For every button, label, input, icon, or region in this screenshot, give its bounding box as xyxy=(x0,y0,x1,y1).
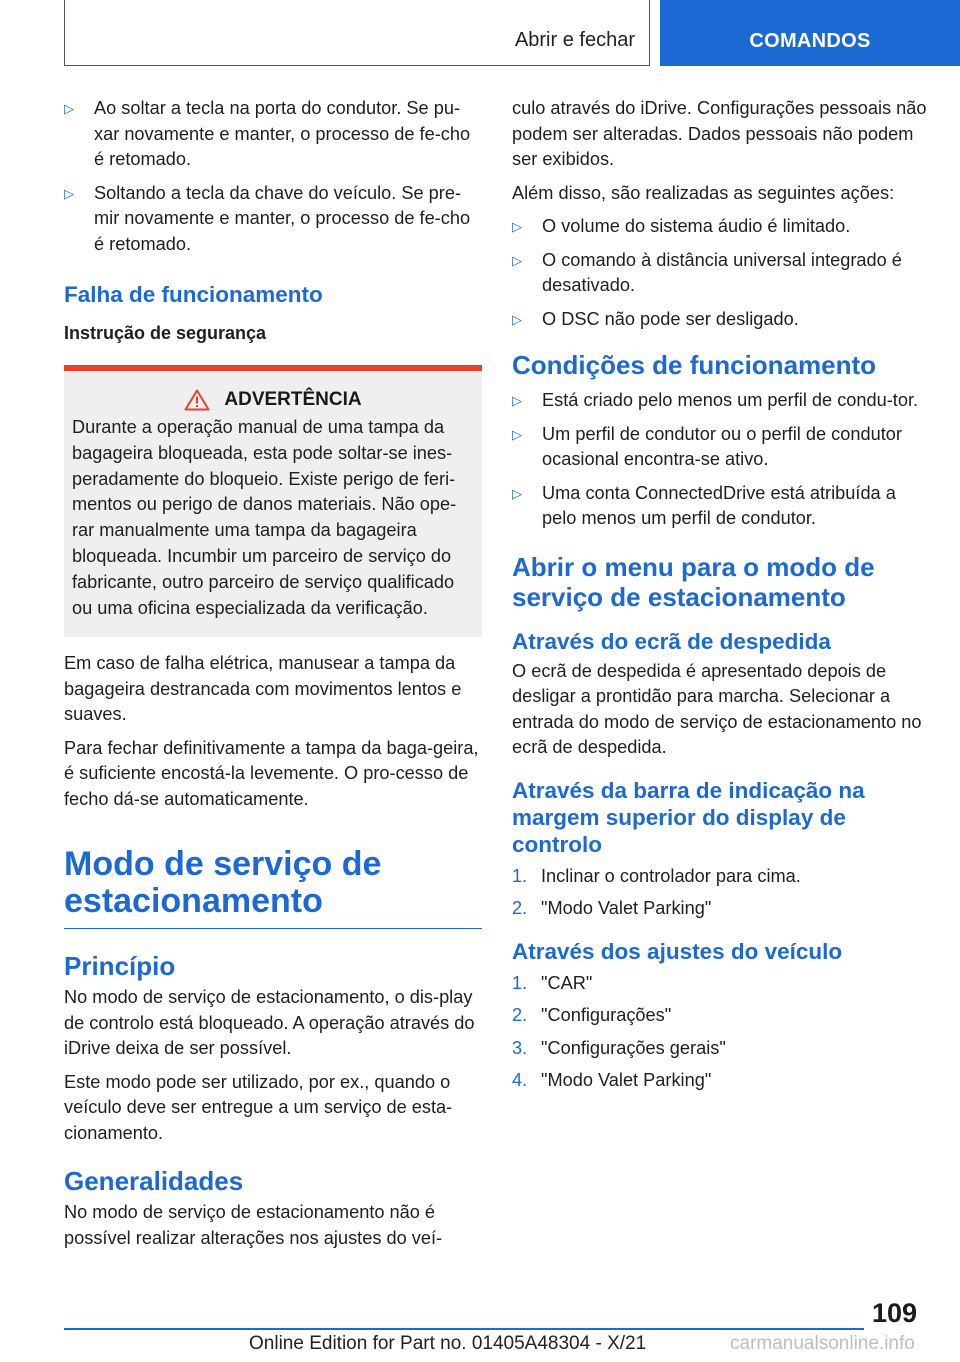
numbered-step xyxy=(512,971,930,997)
list-item-text: Soltando a tecla da chave do veículo. Se pre-mir novamente e manter, o processo de fe-cho é retomado. xyxy=(94,182,471,254)
warning-title-text: ADVERTÊNCIA xyxy=(224,389,362,410)
section-heading-open-menu: Abrir o menu para o modo de serviço de estacionamento xyxy=(512,551,875,612)
step-text: "Modo Valet Parking" xyxy=(541,1070,712,1090)
numbered-step xyxy=(512,1068,930,1094)
numbered-step xyxy=(512,864,930,890)
warning-box xyxy=(64,365,482,637)
warning-text: Durante a operação manual de uma tampa da bagageira bloqueada, esta pode soltar-se ines-peradamente do bloqueio. Existe perigo de feri-mentos ou perigo de danos materiais. Não ope-rar manualmente uma tampa da bagageira bloqueada. Incumbir um parceiro de serviço do fabricante, outro parceiro de serviço qualificado ou uma oficina especializada da verificação. xyxy=(72,417,457,618)
step-number: 3. xyxy=(512,1037,528,1058)
header-section-box xyxy=(64,0,650,66)
header-section-title: Abrir e fechar xyxy=(514,29,635,51)
section-heading-general: Generalidades xyxy=(64,1166,244,1197)
step-text: "Modo Valet Parking" xyxy=(541,898,712,918)
subsection-heading-vehicle-settings: Através dos ajustes do veículo xyxy=(512,938,843,964)
list-item xyxy=(64,181,482,258)
list-item xyxy=(64,96,482,173)
list-item-text: Uma conta ConnectedDrive está atribuída a pelo menos um perfil de condutor. xyxy=(542,482,896,528)
list-item xyxy=(512,248,930,299)
triangle-bullet-icon: ▷ xyxy=(512,426,522,442)
step-number: 2. xyxy=(512,898,528,918)
warning-triangle-icon xyxy=(184,389,210,411)
footer-divider xyxy=(64,1328,864,1330)
triangle-bullet-icon: ▷ xyxy=(512,393,522,408)
step-number: 1. xyxy=(512,972,528,993)
list-item-text: O volume do sistema áudio é limitado. xyxy=(542,216,851,236)
numbered-step xyxy=(512,1036,930,1062)
subsection-heading-farewell: Através do ecrã de despedida xyxy=(512,628,831,654)
section-heading-principle: Princípio xyxy=(64,951,176,982)
list-item xyxy=(512,481,930,532)
step-text: "Configurações gerais" xyxy=(541,1037,726,1058)
numbered-step xyxy=(512,896,930,922)
section-heading-malfunction: Falha de funcionamento xyxy=(64,282,323,307)
left-column xyxy=(64,96,482,1259)
header-chapter-tab: COMANDOS xyxy=(660,0,960,66)
triangle-bullet-icon: ▷ xyxy=(64,185,74,201)
right-column xyxy=(512,96,930,1101)
list-item-text: Está criado pelo menos um perfil de condu-tor. xyxy=(542,390,919,410)
paragraph: Para fechar definitivamente a tampa da baga-geira, é suficiente encostá-la levemente. O pro-cesso de fecho dá-se automaticamente. xyxy=(64,737,479,809)
step-text: "CAR" xyxy=(541,972,593,993)
step-text: "Configurações" xyxy=(541,1005,672,1025)
step-number: 4. xyxy=(512,1070,528,1090)
triangle-bullet-icon: ▷ xyxy=(512,219,522,234)
triangle-bullet-icon: ▷ xyxy=(512,252,522,268)
paragraph: culo através do iDrive. Configurações pessoais não podem ser alteradas. Dados pessoais não podem ser exibidos. xyxy=(512,98,927,169)
list-item xyxy=(512,307,930,333)
section-heading-conditions: Condições de funcionamento xyxy=(512,350,877,380)
list-item-text: O comando à distância universal integrado é desativado. xyxy=(542,249,902,295)
chapter-heading-valet-mode: Modo de serviço de estacionamento xyxy=(64,846,482,929)
list-item-text: O DSC não pode ser desligado. xyxy=(542,308,799,329)
paragraph: Em caso de falha elétrica, manusear a tampa da bagageira destrancada com movimentos lentos e suaves. xyxy=(64,653,462,725)
step-text: Inclinar o controlador para cima. xyxy=(541,865,801,886)
numbered-step xyxy=(512,1003,930,1029)
warning-title xyxy=(72,387,474,413)
paragraph: Além disso, são realizadas as seguintes ações: xyxy=(512,182,895,203)
footer-watermark: carmanualsonline.info xyxy=(730,1333,915,1354)
triangle-bullet-icon: ▷ xyxy=(512,311,522,327)
list-item xyxy=(512,388,930,414)
footer-edition-text: Online Edition for Part no. 01405A48304 - X/21 xyxy=(249,1333,647,1354)
paragraph: Este modo pode ser utilizado, por ex., quando o veículo deve ser entregue a um serviço de esta-cionamento. xyxy=(64,1071,453,1143)
paragraph: No modo de serviço de estacionamento não é possível realizar alterações nos ajustes do veí- xyxy=(64,1202,443,1248)
page-number: 109 xyxy=(872,1298,918,1328)
safety-instruction-heading: Instrução de segurança xyxy=(64,323,267,343)
triangle-bullet-icon: ▷ xyxy=(64,101,74,116)
step-number: 2. xyxy=(512,1005,528,1025)
paragraph: No modo de serviço de estacionamento, o dis-play de controlo está bloqueado. A operação através do iDrive deixa de ser possível. xyxy=(64,987,475,1059)
paragraph: O ecrã de despedida é apresentado depois de desligar a prontidão para marcha. Selecionar a entrada do modo de serviço de estacionamento no ecrã de despedida. xyxy=(512,660,922,757)
triangle-bullet-icon: ▷ xyxy=(512,485,522,501)
list-item-text: Ao soltar a tecla na porta do condutor. Se pu-xar novamente e manter, o processo de fe-cho é retomado. xyxy=(94,98,471,169)
subsection-heading-status-bar: Através da barra de indicação na margem superior do display de controlo xyxy=(512,777,865,857)
step-number: 1. xyxy=(512,865,528,886)
list-item-text: Um perfil de condutor ou o perfil de condutor ocasional encontra-se ativo. xyxy=(542,423,902,469)
list-item xyxy=(512,422,930,473)
list-item xyxy=(512,214,930,240)
